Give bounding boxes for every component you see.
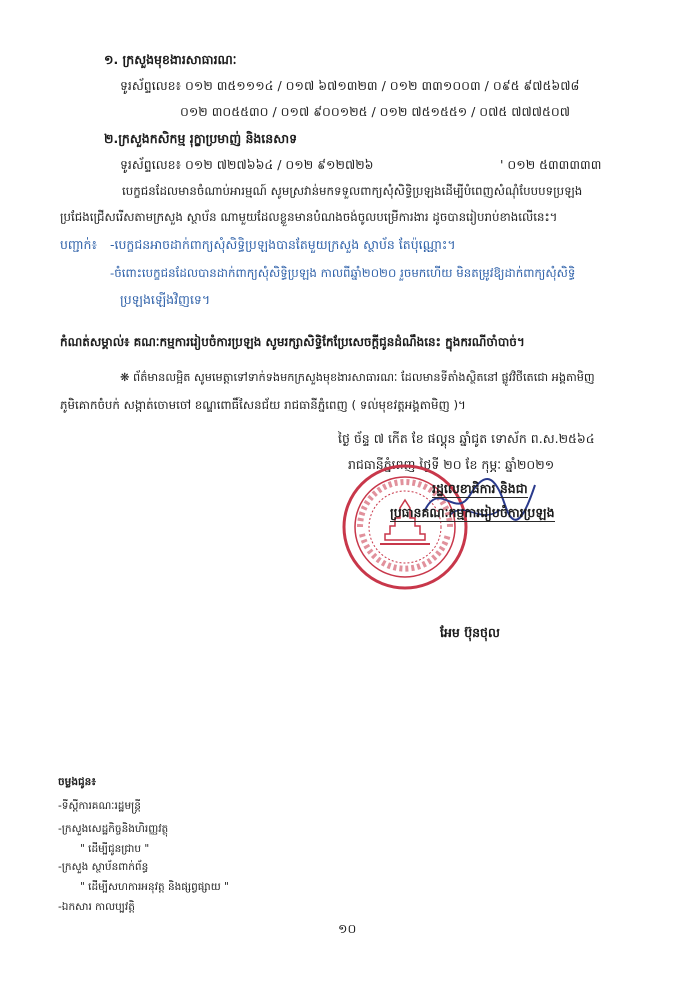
date-lunar: ថ្ងៃ ច័ន្ទ ៧ កើត ខែ ផល្គុន ឆ្នាំជូត ទោស័ក ព.ស.២៥៦៤ xyxy=(338,431,595,446)
remark-line: កំណត់សម្គាល់៖ គណៈកម្មការរៀបចំការប្រឡង សូមរក្សាសិទ្ធិកែប្រែសេចក្តីជូនដំណឹងនេះ ក្នុងករណីចាំបាច់។ xyxy=(60,335,525,349)
signatory-title-line2: ប្រធានគណៈកម្មការរៀបចំការប្រឡង xyxy=(390,505,555,520)
page-number: ១០ xyxy=(338,921,357,936)
body-paragraph-line2: ប្រជែងជ្រើសរើសតាមក្រសួង ស្ថាប័ន ណាមួយដែលខ្លួនមានបំណងចង់ចូលបម្រើការងារ ដូចបានរៀបរាប់ខាងលើនេះ។ xyxy=(60,210,558,224)
signatory-title-line1: រដ្ឋលេខាធិការ និងជា xyxy=(432,481,528,496)
note-item-1: -បេក្ខជនអាចដាក់ពាក្យសុំសិទ្ធិប្រឡងបានតែមួយក្រសួង ស្ថាប័ន តែប៉ុណ្ណោះ។ xyxy=(110,237,456,252)
recipients-title: ចម្លងជូន៖ xyxy=(58,776,96,788)
recipient-item: " ដើម្បីជូនជ្រាប " xyxy=(80,843,150,855)
ministry2-phones: ទូរស័ព្ទលេខ៖ ០១២ ៧២៧៦៦៤ / ០១២ ៩១២៧២៦ xyxy=(120,157,374,172)
note-item-2-line2: ប្រឡងឡើងវិញទេ។ xyxy=(120,292,211,307)
body-paragraph-line1: បេក្ខជនដែលមានចំណាប់អារម្មណ៍ សូមស្រវាន់មកទទួលពាក្យសុំសិទ្ធិប្រឡងដើម្បីបំពេញសំណុំបែបបទប្រឡង xyxy=(122,184,583,198)
ministry1-title: ១. ក្រសួងមុខងារសាធារណៈ xyxy=(104,52,237,67)
info-line-1: ❋ ព័ត៌មានលម្អិត សូមមេត្តាទៅទាក់ទងមកក្រសួងមុខងារសាធារណៈ ដែលមានទីតាំងស្ថិតនៅ ផ្លូវវិថីតេជោ អង្គតាមិញ xyxy=(120,371,595,384)
recipient-item: -ឯកសារ កាលប្បវត្តិ xyxy=(58,901,135,913)
note-label: បញ្ជាក់៖ xyxy=(60,237,97,252)
recipient-item: -ក្រសួង ស្ថាប័នពាក់ព័ន្ធ xyxy=(58,861,149,873)
recipient-item: -ក្រសួងសេដ្ឋកិច្ចនិងហិរញ្ញវត្ថុ xyxy=(58,823,169,835)
ministry1-phones-line1: ទូរស័ព្ទលេខ៖ ០១២ ៣៥១១១៤ / ០១៧ ៦៧១៣២៣ / ០១២ ៣៣១០០៣ / ០៩៥ ៩៧៥៦៧៨ xyxy=(120,78,580,93)
signatory-name: អែម ប៊ុនថុល xyxy=(440,625,500,640)
recipient-item: " ដើម្បីសហការអនុវត្ត និងផ្សព្វផ្សាយ " xyxy=(80,881,229,893)
ministry1-phones-line2: ០១២ ៣០៥៥៣០ / ០១៧ ៩០០១២៥ / ០១២ ៧៥១៥៥១ / ០៧៥ ៧៧៧៥០៧ xyxy=(180,104,570,119)
recipient-item: -ទីស្តីការគណៈរដ្ឋមន្ត្រី xyxy=(58,800,141,812)
info-line-2: ភូមិគោកចំបក់ សង្កាត់ចោមចៅ ខណ្ឌពោធិ៍សែនជ័យ រាជធានីភ្នំពេញ ( ទល់មុខវត្តអង្គតាមិញ )។ xyxy=(60,398,466,412)
note-item-2-line1: -ចំពោះបេក្ខជនដែលបានដាក់ពាក្យសុំសិទ្ធិប្រឡង កាលពីឆ្នាំ២០២០ រួចមកហើយ មិនតម្រូវឱ្យដាក់ពាក្យសុំសិទ្ធិ xyxy=(110,266,576,280)
date-solar: រាជធានីភ្នំពេញ ថ្ងៃទី ២០ ខែ កុម្ភៈ ឆ្នាំ២០២១ xyxy=(348,457,555,472)
ministry2-phones-extra: ' ០១២ ៥៣៣៣៣៣ xyxy=(500,157,602,172)
ministry2-title: ២.ក្រសួងកសិកម្ម រុក្ខាប្រមាញ់ និងនេសាទ xyxy=(104,131,298,146)
